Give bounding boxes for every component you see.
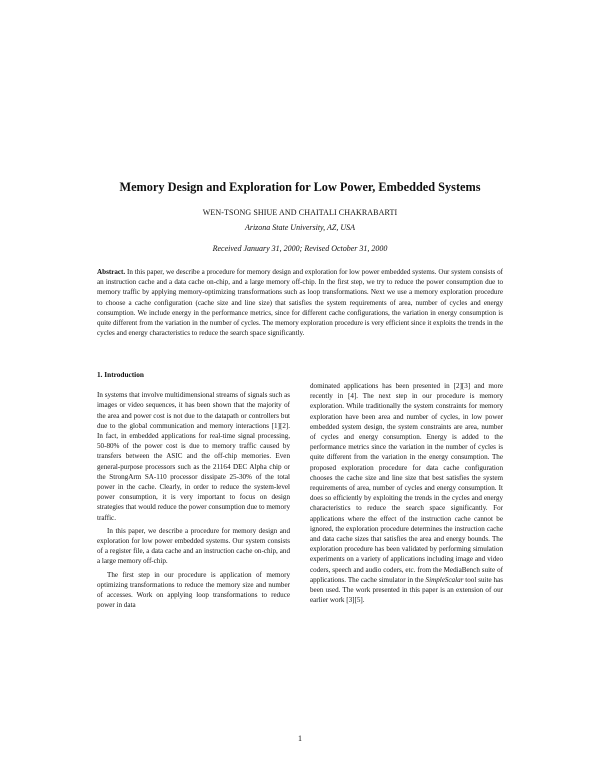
intro-paragraph-2: In this paper, we describe a procedure for memory design and exploration for low power embedded systems. Our system consists of a register file, a data cache and an instruction cache on-chip, and a large memory off-chip.	[97, 526, 290, 566]
intro-paragraph-1: In systems that involve multidimensional streams of signals such as images or video sequences, it has been shown that the majority of the area and power cost is not due to the datapath or controllers but due to the global communication and memory interactions [1][2]. In fact, in embedded applications for real-time signal processing, 50-80% of the power cost is due to memory traffic caused by transfers between the ASIC and the off-chip memories. Even general-purpose processors such as the 21164 DEC Alpha chip or the StrongArm SA-110 processor dissipate 25-30% of the total power in the cache. Clearly, in order to reduce the system-level power consumption, it is very important to focus on design strategies that would reduce the power consumption due to memory traffic.	[97, 391, 290, 522]
abstract	[97, 267, 503, 338]
section-heading: 1. Introduction	[97, 370, 144, 379]
abstract-label: Abstract.	[97, 268, 126, 276]
right-text-part2: tool suite has been used. The work presented in this paper is an extension of our earlier work [3][5].	[310, 575, 503, 605]
simplescalar-name: SimpleScalar	[425, 575, 464, 584]
intro-paragraph-3-continued	[310, 381, 503, 605]
abstract-text: In this paper, we describe a procedure for memory design and exploration for low power embedded systems. Our system consists of an instruction cache and a data cache on-chip, and a large memory off-chip. In the first step, we try to reduce the power consumption due to memory traffic by applying memory-optimizing transformations such as loop transformations. Next we use a memory exploration procedure to choose a cache configuration (cache size and line size) that satisfies the system requirements of area, number of cycles and energy consumption. We include energy in the performance metrics, since for different cache configurations, the variation in energy consumption is quite different from the variation in the number of cycles. The memory exploration procedure is very efficient since it exploits the trends in the cycles and energy characteristics to reduce the search space significantly.	[97, 268, 503, 338]
received-dates: Received January 31, 2000; Revised October 31, 2000	[212, 244, 388, 253]
paper-authors: WEN-TSONG SHIUE AND CHAITALI CHAKRABARTI	[202, 208, 398, 217]
paper-affiliation: Arizona State University, AZ, USA	[244, 223, 356, 232]
right-text-part1: dominated applications has been presented in [2][3] and more recently in [4]. The next step in our procedure is memory exploration. While traditionally the system constraints for memory exploration have been area and number of cycles, in low power embedded system design, the system constraints are area, number of cycles and energy consumption. Energy is added to the performance metrics since the variation in the number of cycles is quite different from the variation in the energy consumption. The proposed exploration procedure for data cache configuration chooses the cache size and line size that best satisfies the system requirements of area, number of cycles and energy consumption. It does so efficiently by exploiting the trends in the cycles and energy characteristics to reduce the search space significantly. For applications where the effect of the instruction cache cannot be ignored, the exploration procedure determines the instruction cache and data cache sizes that satisfies the area and energy bounds. The exploration procedure has been validated by performing simulation experiments on a variety of applications including image and video coders, speech and audio coders, etc. from the MediaBench suite of applications. The cache simulator in the	[310, 382, 503, 584]
right-column	[310, 381, 503, 605]
paper-title: Memory Design and Exploration for Low Power, Embedded Systems	[119, 180, 481, 194]
page-number: 1	[298, 734, 302, 743]
left-column	[97, 370, 290, 610]
intro-paragraph-3: The first step in our procedure is application of memory optimizing transformations to reduce the memory size and number of accesses. Work on applying loop transformations to reduce power in data	[97, 570, 290, 610]
